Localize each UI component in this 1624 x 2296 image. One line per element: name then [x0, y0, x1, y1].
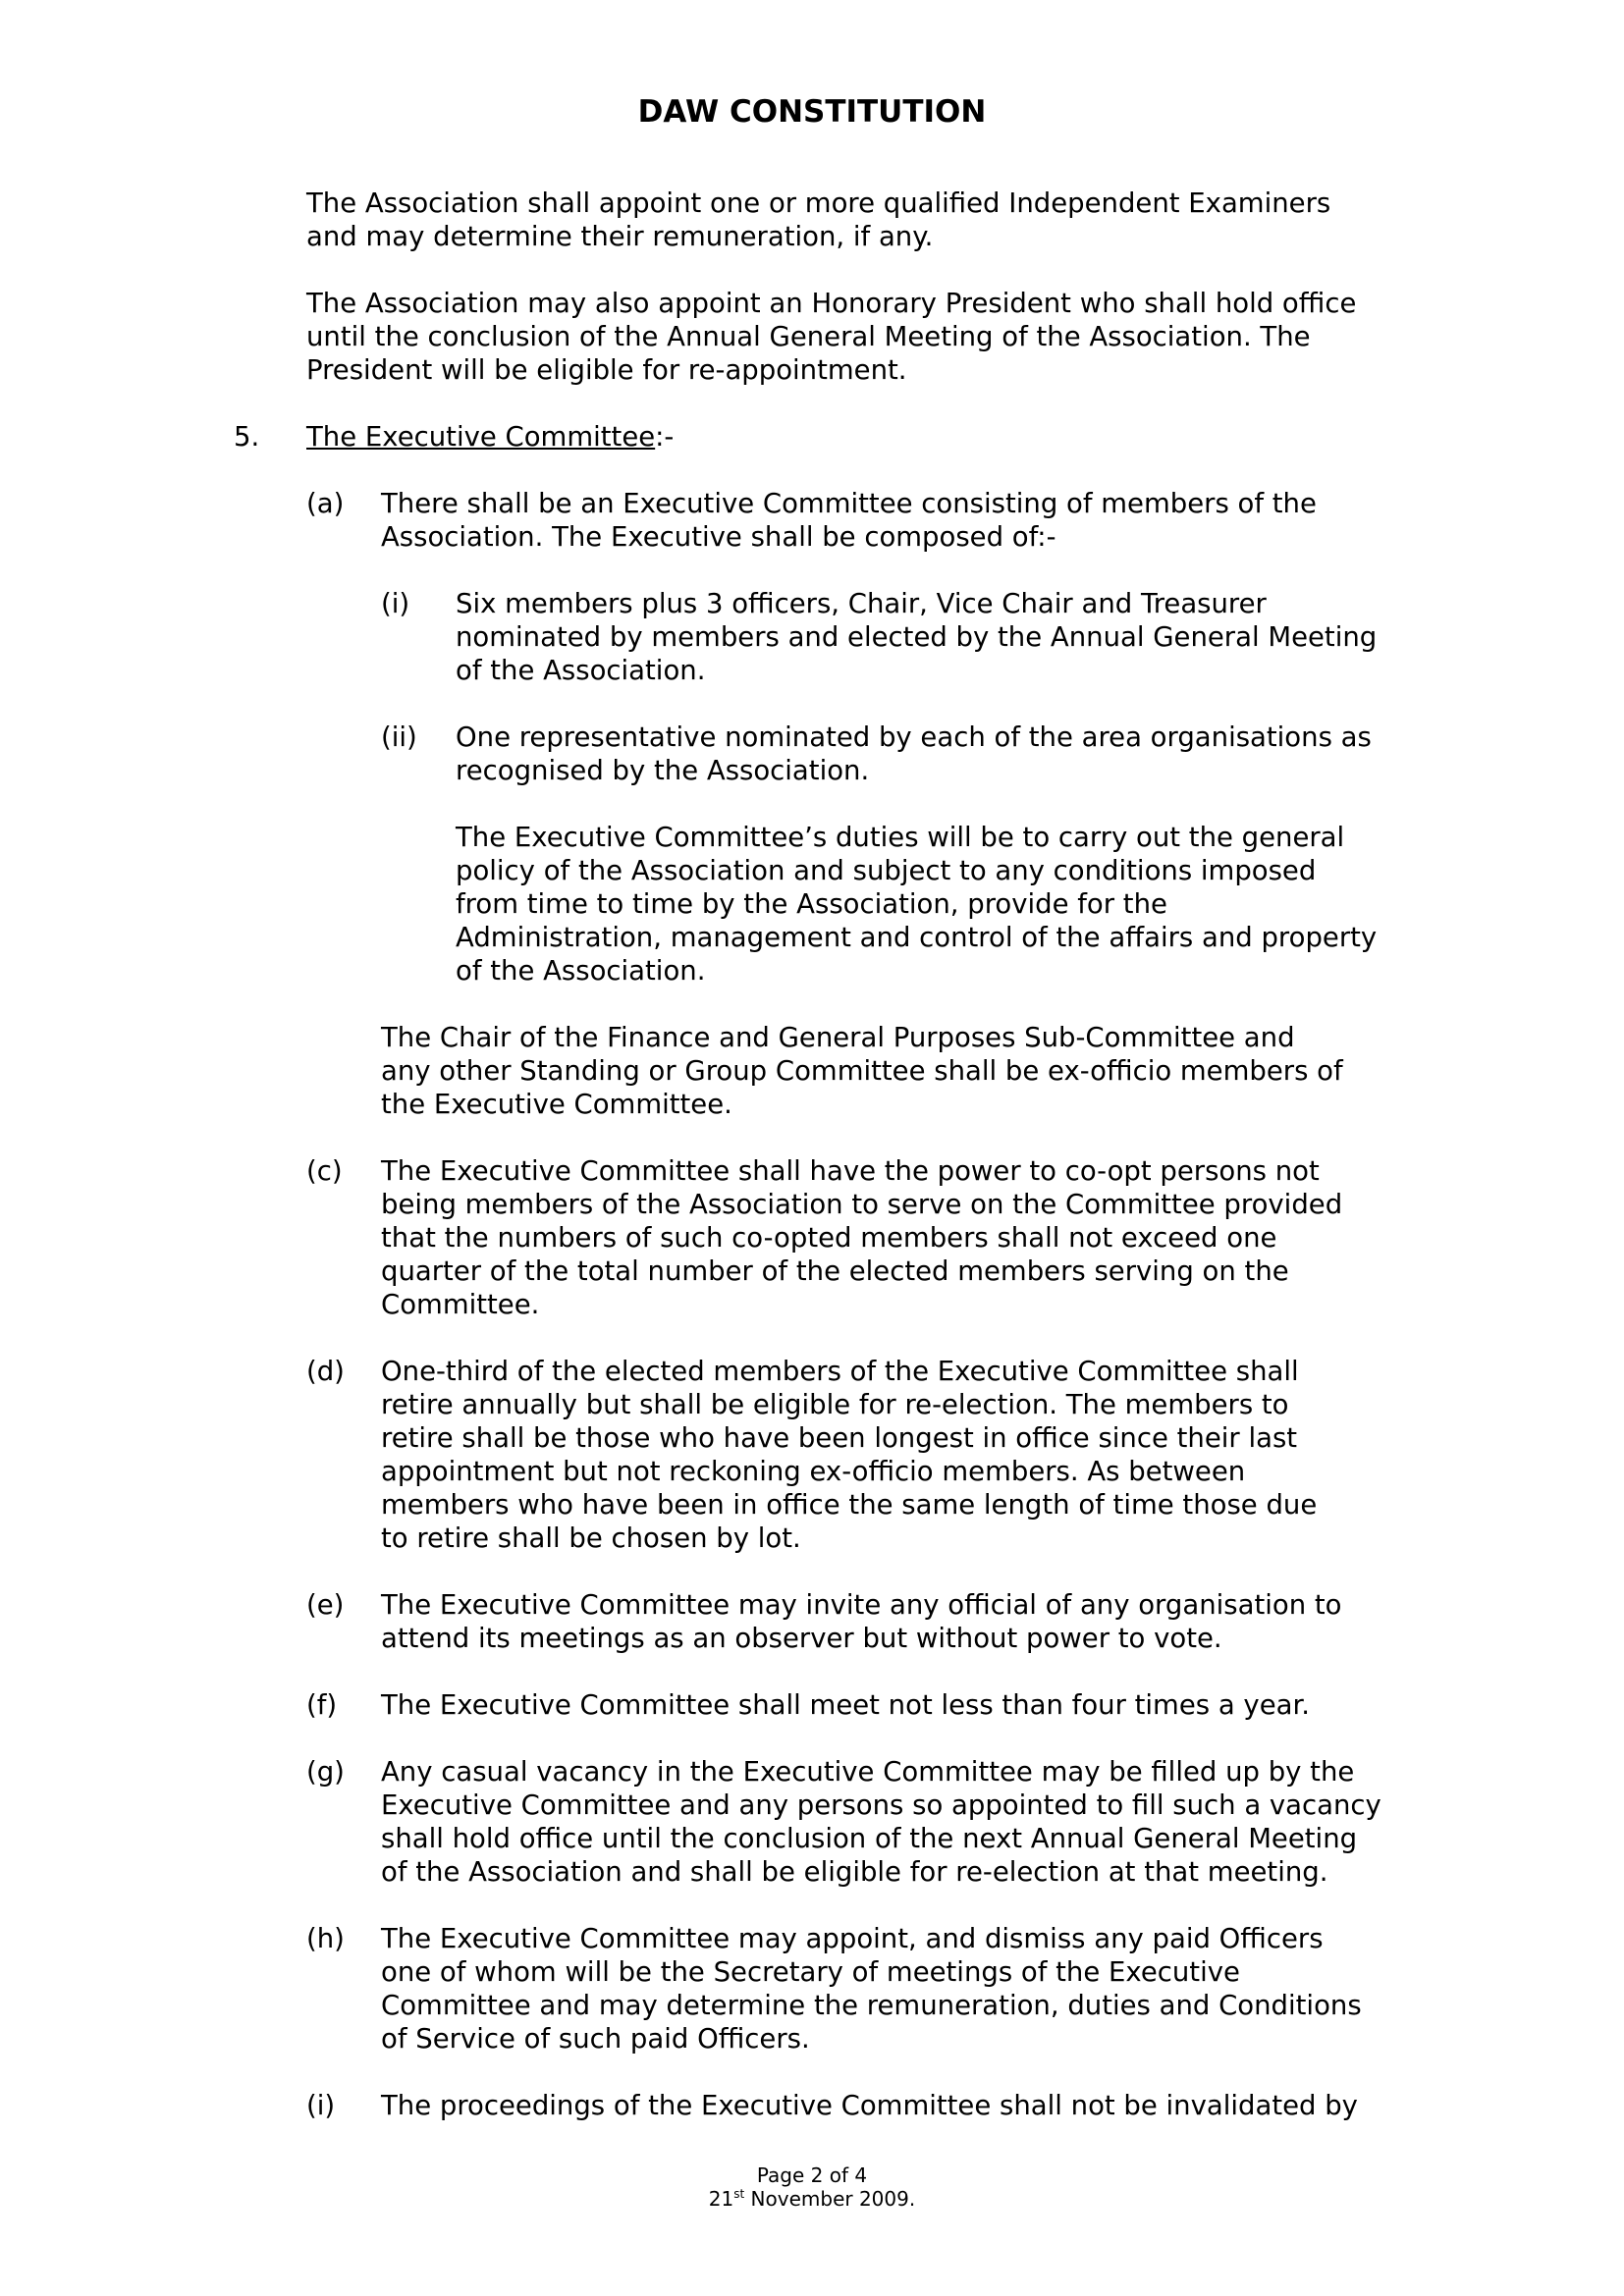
- clause-label-g: (g): [306, 1756, 345, 1788]
- clause-text-i: The proceedings of the Executive Committee shall not be invalidated by: [381, 2090, 1358, 2121]
- paragraph-independent-examiners: The Association shall appoint one or more qualified Independent Examiners and may determine their remuneration, if any.: [306, 187, 1331, 252]
- document-title: DAW CONSTITUTION: [637, 94, 987, 130]
- footer-date-rest: November 2009.: [744, 2187, 916, 2211]
- clause-label-f: (f): [306, 1689, 338, 1721]
- paragraph-committee-duties: The Executive Committee’s duties will be to carry out the general policy of the Association and subject to any conditions imposed from time to time by the Association, provide for the Administration, management and control of the affairs and property of the Association.: [456, 822, 1378, 987]
- subclause-label-i: (i): [381, 588, 410, 619]
- clause-label-e: (e): [306, 1589, 345, 1621]
- clause-label-h: (h): [306, 1923, 345, 1954]
- clause-text-h: The Executive Committee may appoint, and dismiss any paid Officers one of whom will be the Secretary of meetings of the Executive Committee and may determine the remuneration, duties and Conditions of Service of such paid Officers.: [381, 1923, 1362, 2055]
- paragraph-ex-officio: The Chair of the Finance and General Purposes Sub-Committee and any other Standing or Group Committee shall be ex-officio members of the Executive Committee.: [381, 1022, 1343, 1120]
- clause-label-d: (d): [306, 1356, 345, 1387]
- footer-date: [0, 2187, 1624, 2211]
- subclause-label-ii: (ii): [381, 721, 417, 753]
- clause-text-c: The Executive Committee shall have the power to co-opt persons not being members of the Association to serve on the Committee provided that the numbers of such co-opted members shall not exceed one quarter of the total number of the elected members serving on the Committee.: [381, 1155, 1343, 1320]
- footer-date-suffix: st: [733, 2187, 745, 2201]
- footer-date-day: 21: [708, 2187, 734, 2211]
- clause-text-a: There shall be an Executive Committee consisting of members of the Association. The Executive shall be composed of:-: [381, 488, 1317, 553]
- section-number: 5.: [234, 421, 260, 453]
- clause-text-g: Any casual vacancy in the Executive Committee may be filled up by the Executive Committee and any persons so appointed to fill such a vacancy shall hold office until the conclusion of the next Annual General Meeting of the Association and shall be eligible for re-election at that meeting.: [381, 1756, 1381, 1888]
- subclause-text-i: Six members plus 3 officers, Chair, Vice Chair and Treasurer nominated by members and elected by the Annual General Meeting of the Association.: [456, 588, 1378, 686]
- clause-label-c: (c): [306, 1155, 343, 1187]
- clause-text-f: The Executive Committee shall meet not less than four times a year.: [381, 1689, 1310, 1721]
- paragraph-honorary-president: The Association may also appoint an Honorary President who shall hold office until the conclusion of the Annual General Meeting of the Association. The President will be eligible for re-appointment.: [306, 288, 1357, 386]
- clause-text-d: One-third of the elected members of the Executive Committee shall retire annually but shall be eligible for re-election. The members to retire shall be those who have been longest in office since their last appointment but not reckoning ex-officio members. As between members who have been in office the same length of time those due to retire shall be chosen by lot.: [381, 1356, 1318, 1554]
- section-heading: [306, 420, 674, 454]
- clause-label-i: (i): [306, 2090, 336, 2121]
- section-heading-text: The Executive Committee: [306, 421, 656, 453]
- clause-text-e: The Executive Committee may invite any official of any organisation to attend its meetings as an observer but without power to vote.: [381, 1589, 1342, 1654]
- section-heading-suffix: :-: [655, 421, 675, 453]
- page-number: Page 2 of 4: [756, 2163, 868, 2187]
- subclause-text-ii: One representative nominated by each of the area organisations as recognised by the Association.: [456, 721, 1372, 786]
- clause-label-a: (a): [306, 488, 345, 519]
